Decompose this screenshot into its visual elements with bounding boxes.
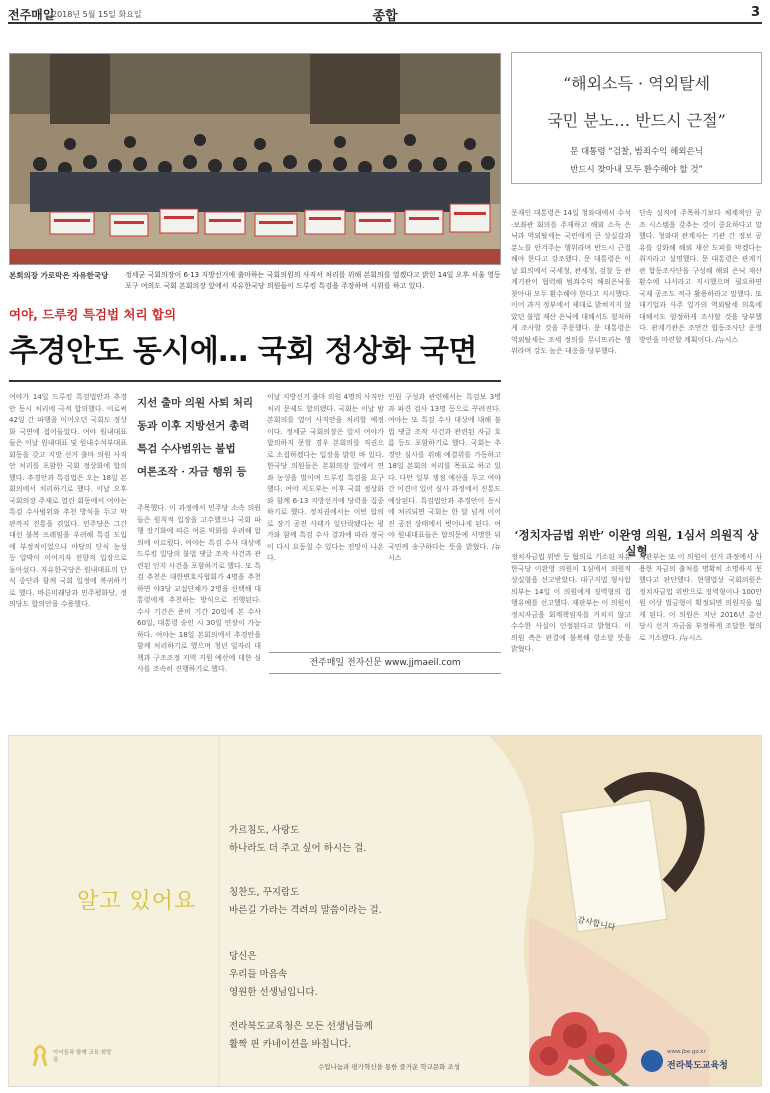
ad-line-4: 바른길 가라는 격려의 말씀이라는 걸. [229,905,382,916]
subhead-3: 특검 수사범위는 불법 [137,443,236,455]
side-title-line-1: “해외소득 · 역외탈세 [562,74,711,93]
article-column-4: 인원 구성과 관련해서는 특검보 3명과 파견 검사 13명 등으로 꾸려진다. 여야는 또 특검 수사 대상에 대해 불법 댓글 조작 사건과 관련된 자금 흐름 등도 포함하기로 했다. 국회는 추경안 심사를 위해 예결위를 가동하고 18일 본회의 처리를 목표로 하고 있다. 다만 일부 쟁점 예산을 두고 여야 간 이견이 있어 심사 과정에서 진통도 예상된다. 특검법안과 추경안이 동시에 처리되면 국회는 한 달 넘게 이어진 공전 상태에서 벗어나게 된다. 여야 원내대표들은 합의문에 서명한 뒤 국민께 송구하다는 뜻을 밝혔다. /뉴시스 [388,393,501,562]
issue-date: 2018년 5월 15일 화요일 [52,10,142,19]
page-number: 3 [750,5,760,20]
ad-verse-4 [229,1018,373,1054]
ad-line-9: 활짝 핀 카네이션을 바칩니다. [229,1039,352,1050]
ad-line-7: 영원한 선생님입니다. [229,987,318,998]
ad-line-1: 가르침도, 사랑도 [229,825,300,836]
article-column-1: 여야가 14일 드루킹 특검법안과 추경 안 동시 처리에 극적 합의했다. 이로써 42일 간 파행을 이어오던 국회도 정상화 국면에 접어들었다. 여야 원내대표들은 이날 원내대표 및 원내수석부대표 회동을 갖고 지방 선거 출마 의원 사직안 처리를 포함한 국회 정상화에 합의했다. 추경안과 특검법은 오는 18일 본회의에서 처리하기로 했다. 이날 오후 국회의장 주재로 열린 회동에서 여야는 특검 수사범위와 추천 방식을 두고 막판까지 진통을 겪었다. 민주당은 그간 대선 불복 프레임을 우려해 특검 도입에 부정적이었으나 야당의 단식 농성 등 압박이 이어지자 전향적 입장으로 돌아섰다. 자유한국당은 원내대표의 단식 중단과 함께 국회 일정에 복귀하기로 했다. 바른미래당과 민주평화당, 정의당도 합의안을 수용했다. [9,393,127,608]
photo-caption: 정세균 국회의장이 6·13 지방선거에 출마하는 국회의원의 사직서 처리를 위해 본회의를 열겠다고 밝힌 14일 오후 서울 영등포구 여의도 국회 본회의장 앞에서 자유한국당 의원들이 드루킹 특검을 주장하며 시위를 하고 있다. [125,271,501,290]
ad-card-text: 감사합니다 [576,915,617,932]
e-paper-banner: 전주매일 전자신문 www.jjmaeil.com [269,652,501,674]
subhead-4: 여론조작 · 자금 행위 등 [137,466,247,478]
article-column-2: 주목했다. 이 과정에서 민주당 소속 의원들은 원칙적 입장을 고수했으나 국회 파행 장기화에 따른 여론 악화를 우려해 합의에 이르렀다. 여야는 특검 수사 대상에 드루킹 일당의 불법 댓글 조작 사건과 관련된 인지 사건을 포함하기로 했다. 또 특검 추천은 대한변호사협회가 4명을 추천하면 야3당 교섭단체가 2명을 선택해 대통령에게 추천하는 방식으로 진행된다. 수사 기간은 준비 기간 20일에 본 수사 60일, 대통령 승인 시 30일 연장이 가능하다. 여야는 18일 본회의에서 추경안을 함께 처리하기로 했으며 청년 일자리 대책과 구조조정 지역 지원 예산에 대한 심사를 조속히 진행하기로 했다. [137,504,261,673]
ad-footer-org: 전라북도교육청 [667,1061,728,1071]
ad-line-3: 칭찬도, 꾸지람도 [229,887,300,898]
kicker: 여야, 드루킹 특검법 처리 합의 [9,307,177,322]
page-header [8,4,762,24]
ad-verse-3 [229,948,318,1002]
subheads [137,392,261,502]
ad-line-6: 우리들 마음속 [229,969,288,980]
newspaper-name: 전주매일 [8,8,55,22]
ad-verse-2 [229,884,382,920]
ad-footer-left: 아이들과 함께 교육 희망을 [53,1050,112,1063]
section-title: 종합 [372,9,398,24]
education-office-logo-icon [641,1050,663,1072]
side-subtitle-1: 문 대통령 “검찰, 범죄수익 해외은닉 [570,147,703,157]
ad-slogan: 알고 있어요 [77,889,197,914]
news-photo [9,53,501,265]
side-subtitle-2: 반드시 찾아내 모두 환수해야 할 것” [570,165,703,175]
ad-verse-1 [229,822,366,858]
side-story-column-1: 문재인 대통령은 14일 청와대에서 수석·보좌관 회의를 주재하고 해외 소득 은닉과 역외탈세는 국민에게 큰 상실감과 분노를 안겨주는 행위라며 반드시 근절해야 한다고 강조했다. 문 대통령은 이날 회의에서 국세청, 관세청, 검찰 등 관계기관이 협력해 범죄수익 해외은닉을 찾아내 모두 환수해야 한다고 지시했다. 이어 과거 정부에서 제대로 밝혀지지 않았던 불법 재산 은닉에 대해서도 철저하게 조사할 것을 주문했다. 문 대통령은 역외탈세는 조세 정의를 무너뜨리는 행위라며 강도 높은 대응을 당부했다. [511,209,631,355]
article-column-3: 이날 지방선거 출마 의원 4명의 사직안 처리 문제도 합의됐다. 국회는 이날 밤 본회의를 열어 사직안을 처리할 예정이다. 정세균 국회의장은 앞서 여야가 합의하지 못할 경우 본회의를 직권으로 소집하겠다는 입장을 밝힌 바 있다. 한국당 의원들은 본회의장 앞에서 연좌 농성을 벌이며 드루킹 특검을 요구했다. 여야 지도부는 이후 국회 정상화와 함께 6·13 지방선거에 당력을 집중하기로 했다. 정치권에서는 이번 합의로 장기 공전 사태가 일단락됐다는 평가와 함께 특검 수사 결과에 따라 정국이 다시 요동칠 수 있다는 전망이 나온다. [267,393,384,562]
side-story-title-box [511,52,762,184]
side-story-column-2: 단속 실적에 주목하기보다 체계적인 공조 시스템을 갖추는 것이 중요하다고 말했다. 청와대 관계자는 기관 간 정보 공유를 강화해 해외 재산 도피를 막겠다는 취지라고 설명했다. 문 대통령은 관계기관 합동조사단을 구성해 해외 은닉 재산 환수에 나서라고 지시했으며 필요하면 국제 공조도 적극 활용하라고 말했다. 또 대기업과 사주 일가의 역외탈세 의혹에 대해서도 엄정하게 조사할 것을 당부했다. 관계기관은 조만간 합동조사단 운영 방안을 마련할 계획이다. /뉴시스 [639,209,762,344]
side-title-line-2: 국민 분노… 반드시 근절” [547,111,726,130]
side-story-2-column-2: 재판부는 또 이 의원이 선거 과정에서 사용한 자금의 출처를 명확히 소명하지 못했다고 판단했다. 현행법상 국회의원은 정치자금법 위반으로 징역형이나 100만원 이상 벌금형이 확정되면 의원직을 잃게 된다. 이 의원은 지난 2016년 총선 당시 선거 자금을 부정하게 조달한 혐의로 기소됐다. /뉴시스 [639,553,762,642]
photo-caption-title: 본회의장 가로막은 자유한국당 [9,271,109,280]
ad-line-8: 전라북도교육청은 모든 선생님들께 [229,1021,373,1032]
ad-footer-center: 수업나눔과 평가혁신을 통한 즐거운 학교문화 조성 [317,1063,461,1071]
subhead-1: 지선 출마 의원 사퇴 처리 [137,397,254,409]
ad-line-2: 하나라도 더 주고 싶어 하시는 걸. [229,843,367,854]
ad-footer-url: www.jbe.go.kr [667,1049,706,1055]
side-story-2-column-1: 정치자금법 위반 등 혐의로 기소된 자유한국당 이완영 의원이 1심에서 의원직 상실형을 선고받았다. 대구지법 형사합의부는 14일 이 의원에게 징역형의 집행유예를 선고했다. 재판부는 이 의원이 정치자금을 회계책임자를 거치지 않고 수수한 사실이 인정된다고 밝혔다. 이 의원 측은 판결에 불복해 항소할 뜻을 밝혔다. [511,553,631,653]
education-office-ad [8,735,762,1087]
protest-photo-illustration [10,54,501,265]
main-headline: 추경안도 동시에… 국회 정상화 국면 [9,324,501,382]
ad-line-5: 당신은 [229,951,257,962]
side-story-2-title: ‘정치자금법 위반’ 이완영 의원, 1심서 의원직 상실형 [511,527,762,563]
subhead-2: 동과 이후 지방선거 총력 [137,420,250,432]
